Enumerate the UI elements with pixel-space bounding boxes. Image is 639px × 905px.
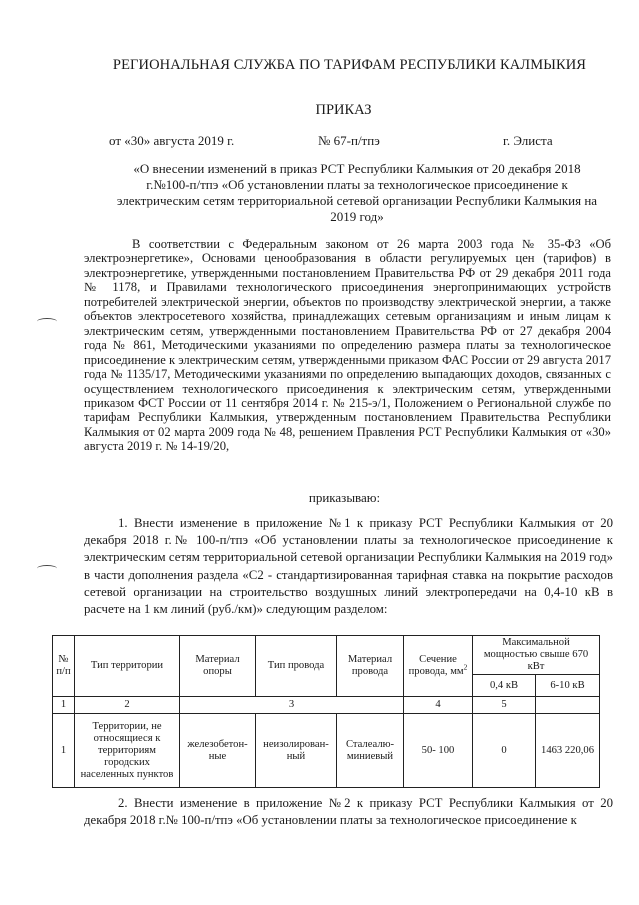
- subject-line: «О внесении изменений в приказ РСТ Республики Калмыкия от 20 декабря 2018: [133, 161, 581, 176]
- header-num: № п/п: [53, 636, 75, 697]
- decree-word: приказываю:: [308, 490, 381, 505]
- row-kv04: 0: [473, 714, 536, 788]
- index-cell: 1: [53, 697, 75, 714]
- decree-item-1: [84, 515, 613, 618]
- table-header-row: [53, 636, 600, 675]
- row-num: 1: [53, 714, 75, 788]
- index-cell: 3: [180, 697, 404, 714]
- decree-item-2: [84, 795, 613, 829]
- preamble: [84, 237, 611, 454]
- row-territory-type: Территории, не относящиеся к территориям городских населенных пунктов: [75, 714, 180, 788]
- table-row: [53, 714, 600, 788]
- agency-title: РЕГИОНАЛЬНАЯ СЛУЖБА ПО ТАРИФАМ РЕСПУБЛИКИ КАЛМЫКИЯ: [112, 57, 587, 73]
- subject-line: 2019 год»: [330, 209, 384, 224]
- margin-mark: [37, 318, 57, 325]
- document-type: ПРИКАЗ: [315, 102, 372, 118]
- item-1-text: 1. Внести изменение в приложение №1 к приказу РСТ Республики Калмыкия от 20 декабря 2018 г.№ 100-п/тпэ «Об установлении платы за технологическое присоединение к электрическим сетям территориальной сетевой организации Республики Калмыкия на 2019 год» в части дополнения раздела «С2 - стандартизированная тарифная ставка на покрытие расходов сетевой организации на строительство воздушных линий электропередачи на 0,4-10 кВ в расчете на 1 км линий (руб./км)» следующим разделом:: [84, 516, 613, 617]
- subject-line: электрическим сетям территориальной сетевой организации Республики Калмыкия на: [116, 193, 598, 208]
- row-section: 50- 100: [404, 714, 473, 788]
- index-cell: [536, 697, 600, 714]
- header-territory-type: Тип территории: [75, 636, 180, 697]
- row-wire-material: Сталеалю-миниевый: [337, 714, 404, 788]
- table-index-row: [53, 697, 600, 714]
- order-date: от «30» августа 2019 г.: [109, 133, 235, 148]
- order-city: г. Элиста: [503, 133, 553, 148]
- row-wire-type: неизолирован-ный: [256, 714, 337, 788]
- header-support-material: Материал опоры: [180, 636, 256, 697]
- tariff-table: [52, 635, 600, 788]
- header-wire-material: Материал провода: [337, 636, 404, 697]
- row-kv610: 1463 220,06: [536, 714, 600, 788]
- order-number: № 67-п/тпэ: [318, 133, 380, 148]
- header-wire-type: Тип провода: [256, 636, 337, 697]
- item-2-text: 2. Внести изменение в приложение №2 к приказу РСТ Республики Калмыкия от 20 декабря 2018 г.№ 100-п/тпэ «Об установлении платы за технологическое присоединение к: [84, 796, 613, 828]
- header-kv610: 6-10 кВ: [536, 675, 600, 697]
- header-max-power: Максимальной мощностью свыше 670 кВт: [473, 636, 600, 675]
- margin-mark: [37, 565, 57, 572]
- order-subject: [100, 161, 614, 225]
- preamble-paragraph: В соответствии с Федеральным законом от 26 марта 2003 года № 35-ФЗ «Об электроэнергетике», Основами ценообразования в области регулируемых цен (тарифов) в электроэнергетике, утвержденными постановлением Правительства РФ от 29 декабря 2011 года № 1178, и Правилами технологического присоединения энергопринимающих устройств потребителей электрической энергии, объектов по производству электрической энергии, а также объектов электросетевого хозяйства, принадлежащих сетевым организациям и иным лицам к электрическим сетям, утвержденными постановлением Правительства РФ от 27 декабря 2004 года № 861, Методическими указаниями по определению размера платы за технологическое присоединение к электрическим сетям, утвержденными приказом ФАС России от 29 августа 2017 года № 1135/17, Методическими указаниями по определению выпадающих доходов, связанных с осуществлением технологического присоединения к электрическим сетям, утвержденными приказом ФСТ России от 11 сентября 2014 г. № 215-э/1, Положением о Региональной службе по тарифам Республики Калмыкия, утвержденным постановлением Правительства Республики Калмыкия от 02 марта 2009 года № 48, решением Правления РСТ Республики Калмыкия от «30» августа 2019 г. № 14-19/20,: [84, 237, 611, 454]
- row-support-material: железобетон-ные: [180, 714, 256, 788]
- subject-line: г.№100-п/тпэ «Об установлении платы за технологическое присоединение к: [146, 177, 568, 192]
- header-section-sup: 2: [463, 662, 468, 672]
- index-cell: 5: [473, 697, 536, 714]
- index-cell: 2: [75, 697, 180, 714]
- index-cell: 4: [404, 697, 473, 714]
- header-section: [404, 636, 473, 697]
- header-kv04: 0,4 кВ: [473, 675, 536, 697]
- header-section-text: Сечение провода, мм: [408, 654, 464, 677]
